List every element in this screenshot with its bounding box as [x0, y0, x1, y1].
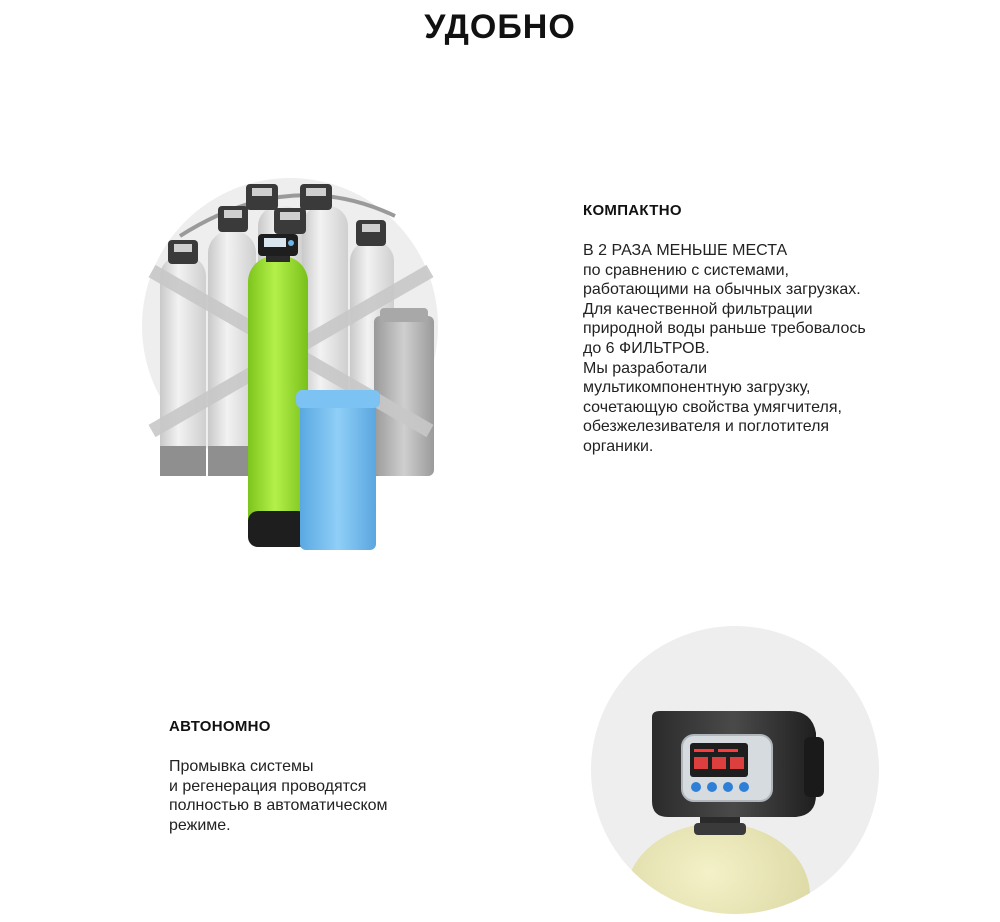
page-title: УДОБНО — [424, 8, 576, 46]
panel-button — [707, 782, 717, 792]
autonomous-line: Промывка системы — [169, 758, 314, 775]
compact-heading: КОМПАКТНО — [583, 202, 682, 219]
compact-line: Мы разработали — [583, 359, 708, 377]
compact-line: работающими на обычных загрузках. — [583, 281, 861, 299]
filters-svg — [140, 176, 440, 556]
compact-section — [583, 202, 866, 457]
control-valve — [652, 711, 824, 817]
autonomous-description — [169, 757, 388, 835]
autonomous-line: и регенерация проводятся — [169, 777, 367, 795]
compact-line: мультикомпонентную загрузку, — [583, 379, 811, 397]
panel-button — [739, 782, 749, 792]
autonomous-line: режиме. — [169, 816, 231, 834]
new-brine-tank — [296, 390, 380, 550]
compact-line: по сравнению с системами, — [583, 261, 789, 279]
new-filter-tank — [248, 234, 308, 547]
compact-description — [583, 241, 866, 457]
compact-line: органики. — [583, 437, 654, 455]
compact-line: Для качественной фильтрации — [583, 300, 813, 318]
compact-line: природной воды раньше требовалось — [583, 320, 866, 338]
compact-line: до 6 ФИЛЬТРОВ. — [583, 339, 710, 357]
compact-line: обезжелезивателя и поглотителя — [583, 418, 830, 436]
compact-line: В 2 РАЗА МЕНЬШЕ МЕСТА — [583, 242, 788, 259]
autonomous-heading: АВТОНОМНО — [169, 718, 271, 735]
autonomous-section — [169, 718, 388, 835]
panel-button — [691, 782, 701, 792]
valve-svg — [590, 625, 880, 915]
autonomous-line: полностью в автоматическом — [169, 797, 388, 815]
panel-button — [723, 782, 733, 792]
compact-line: сочетающую свойства умягчителя, — [583, 398, 842, 416]
control-valve-illustration — [590, 625, 880, 915]
filters-comparison-illustration — [140, 176, 440, 556]
